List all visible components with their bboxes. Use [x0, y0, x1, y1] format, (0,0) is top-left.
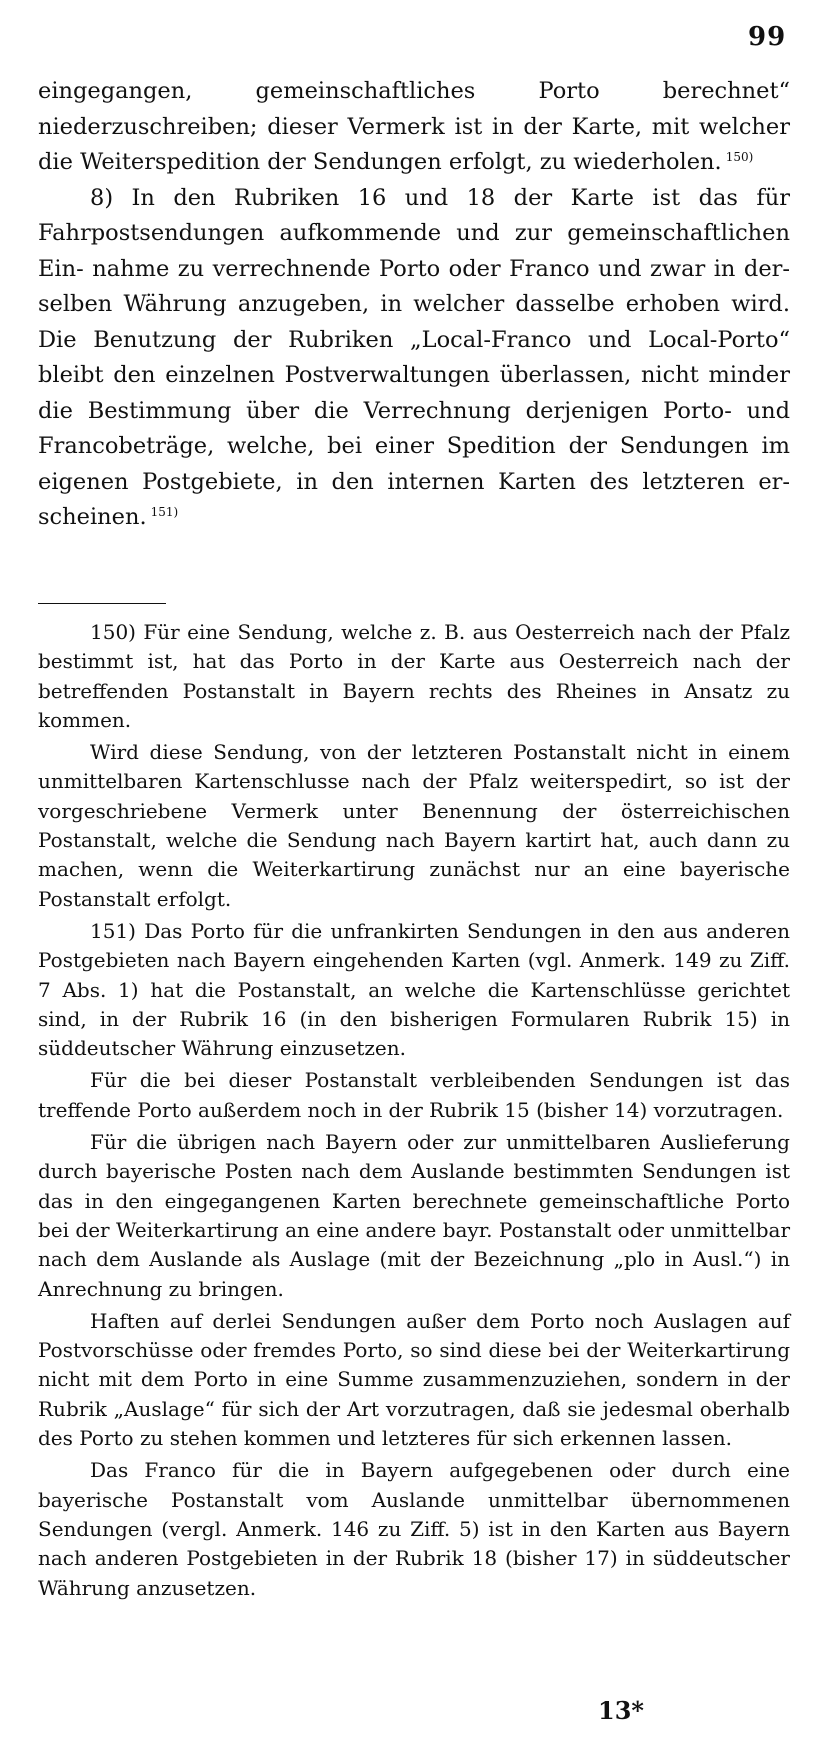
text-line: der Sendungen erfolgt, zu wiederholen. — [267, 149, 722, 175]
footnote-151-paragraph-5: Das Franco für die in Bayern aufgegebenen oder durch eine bayerische Postanstalt vom Auslande unmittelbar übernommenen Sendungen (vergl. Anmerk. 146 zu Ziff. 5) ist in den Karten aus Bayern nach anderen Postgebieten in der Rubrik 18 (bisher 17) in süddeutscher Währung anzusetzen. — [38, 1458, 790, 1600]
text-line: Fahrpostsendungen aufkommende und zur gemeinschaftlichen Ein- — [38, 220, 790, 282]
main-text — [38, 74, 790, 536]
text-line: dieser Vermerk ist in der Karte, mit welcher die Weiterspedition — [38, 113, 790, 175]
text-line: nahme zu verrechnende Porto oder Franco und zwar in der- — [92, 255, 790, 282]
footnote-151-paragraph-3: Für die übrigen nach Bayern oder zur unmittelbaren Auslieferung durch bayerische Posten nach dem Auslande bestimmten Sendungen ist das in den eingegangenen Karten berechnete gemeinschaftliche Porto bei der Weiterkartirung an eine andere bayr. Postanstalt oder unmittelbar nach dem Auslande als Auslage (mit der Bezeichnung „plo in Ausl.“) in Anrechnung zu bringen. — [38, 1130, 790, 1301]
footnote-151-paragraph-4: Haften auf derlei Sendungen außer dem Porto noch Auslagen auf Postvorschüsse oder fremdes Porto, so sind diese bei der Weiterkartirung nicht mit dem Porto in eine Summe zusammenzuziehen, sondern in der Rubrik „Auslage“ für sich der Art vorzutragen, daß sie jedesmal oberhalb des Porto zu stehen kommen und letzteres für sich erkennen lassen. — [38, 1308, 790, 1451]
footnote-151-paragraph-2: Für die bei dieser Postanstalt verbleibenden Sendungen ist das treffende Porto außerdem noch in der Rubrik 15 (bisher 14) vorzutragen. — [38, 1068, 790, 1122]
footnote-ref-151: 151) — [150, 504, 179, 519]
paragraph-continuation — [38, 74, 790, 181]
text-line: Francobeträge, welche, bei einer Spedition der Sendungen im — [38, 433, 790, 459]
text-line: eingegangen, gemeinschaftliches Porto berechnet“ niederzuschreiben; — [38, 78, 790, 140]
text-line: scheinen. — [38, 504, 147, 530]
footnote-separator — [38, 603, 166, 604]
printer-signature: 13* — [598, 1696, 644, 1725]
text-line: Die Benutzung der Rubriken „Local-Franco und Local-Porto“ — [38, 326, 790, 353]
text-line: die Bestimmung über die Verrechnung derjenigen Porto- und — [38, 397, 790, 424]
footnote-ref-150: 150) — [725, 149, 754, 164]
text-line: 8) In den Rubriken 16 und 18 der Karte ist das für — [90, 184, 790, 211]
page-number: 99 — [748, 22, 787, 52]
footnotes — [38, 618, 790, 1603]
footnote-151: 151) Das Porto für die unfrankirten Sendungen in den aus anderen Postgebieten nach Bayern eingehenden Karten (vgl. Anmerk. 149 zu Ziff. 7 Abs. 1) hat die Postanstalt, an welche die Kartenschlüsse gerichtet sind, in der Rubrik 16 (in den bisherigen Formularen Rubrik 15) in süddeutscher Währung einzusetzen. — [38, 918, 790, 1061]
footnote-150-continued: Wird diese Sendung, von der letzteren Postanstalt nicht in einem unmittelbaren Kartenschlusse nach der Pfalz weiterspedirt, so ist der vorgeschriebene Vermerk unter Benennung der österreichischen Postanstalt, welche die Sendung nach Bayern kartirt hat, auch dann zu machen, wenn die Weiterkartirung zunächst nur an eine bayerische Postanstalt erfolgt. — [38, 740, 790, 911]
paragraph-8 — [38, 181, 790, 536]
text-line: eigenen Postgebiete, in den internen Karten des letzteren er- — [38, 468, 790, 495]
text-line: selben Währung anzugeben, in welcher dasselbe erhoben wird. — [38, 291, 790, 317]
footnote-150: 150) Für eine Sendung, welche z. B. aus Oesterreich nach der Pfalz bestimmt ist, hat das Porto in der Karte aus Oesterreich nach der betreffenden Postanstalt in Bayern rechts des Rheines in Ansatz zu kommen. — [38, 620, 790, 732]
text-line: bleibt den einzelnen Postverwaltungen überlassen, nicht minder — [38, 362, 790, 388]
